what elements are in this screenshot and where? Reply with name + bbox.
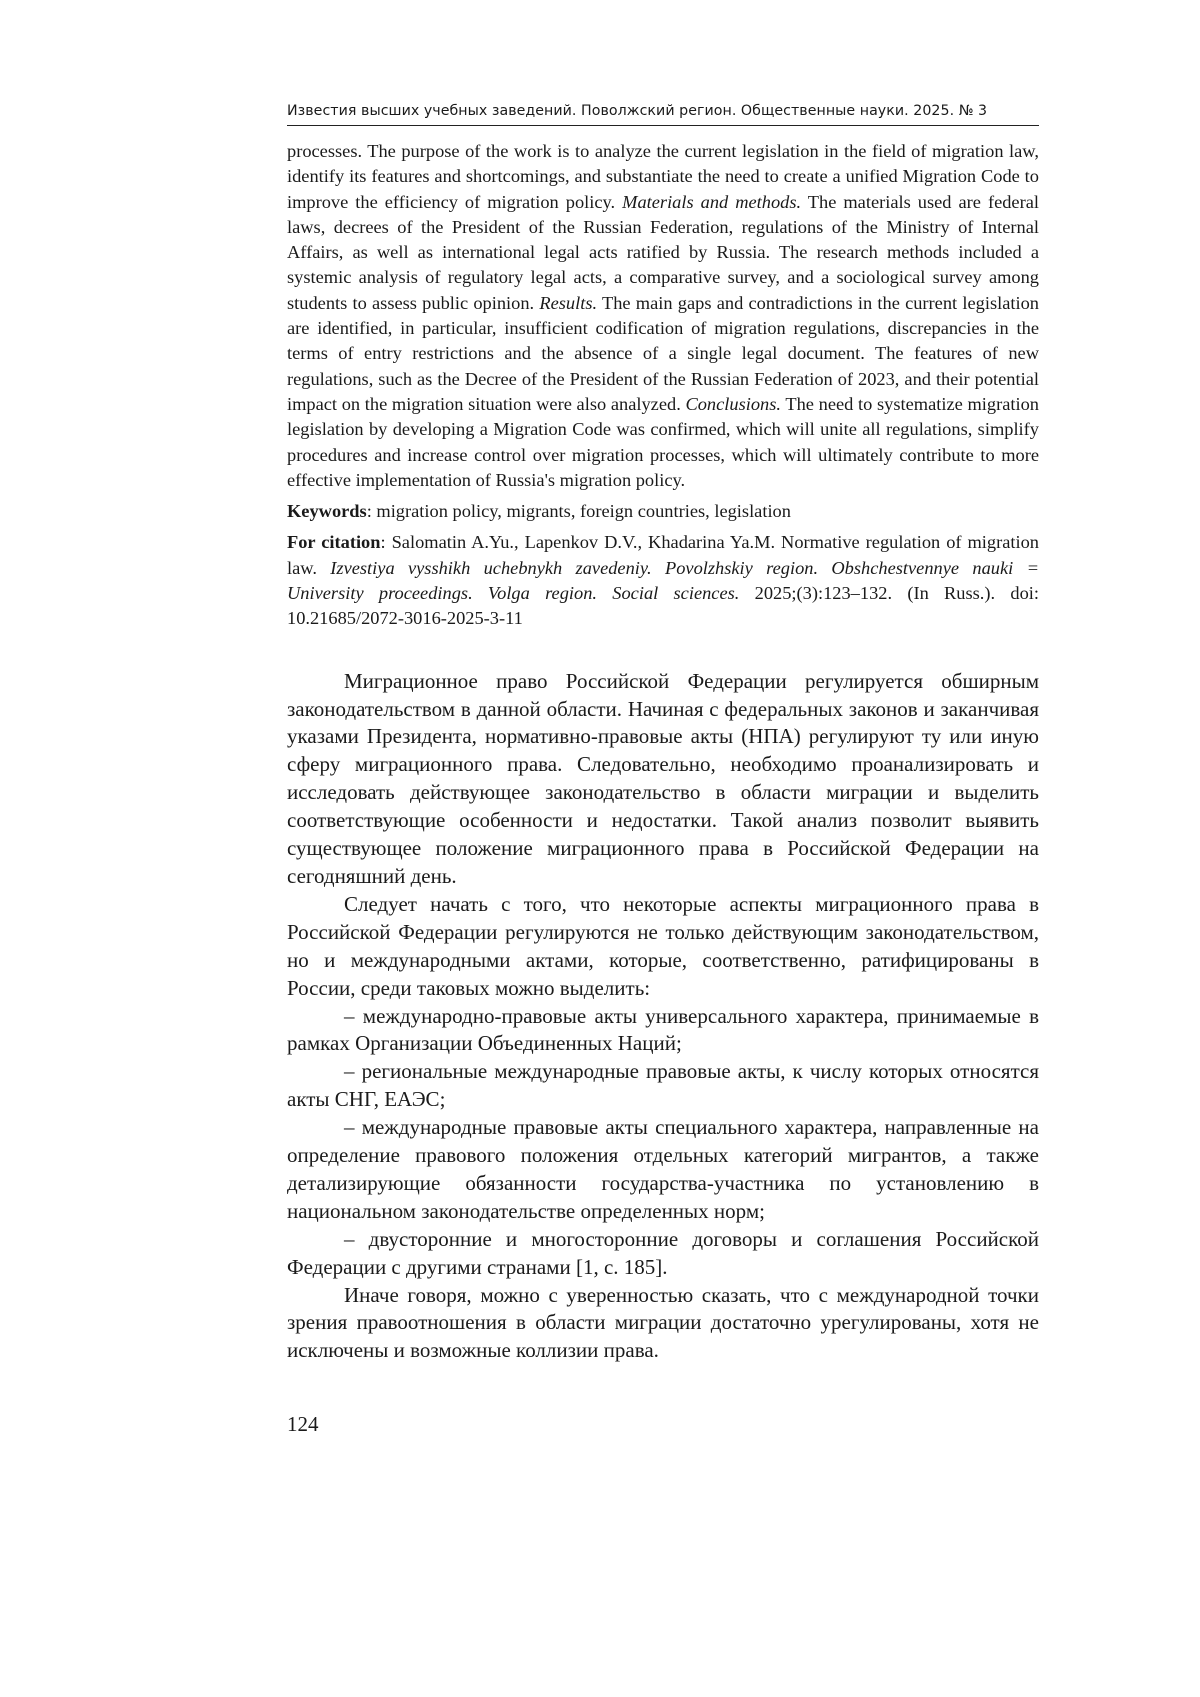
list-item: – международно-правовые акты универсального характера, принимаемые в рамках Организации Объединенных Наций; xyxy=(287,1003,1039,1056)
page-number: 124 xyxy=(287,1412,319,1436)
body-paragraph: Иначе говоря, можно с уверенностью сказать, что с международной точки зрения правоотношения в области миграции достаточно урегулированы, хотя не исключены и возможные коллизии права. xyxy=(287,1282,1039,1363)
abstract-text-3: The main gaps and contradictions in the current legislation are identified, in particular, insufficient codification of migration regulations, discrepancies in the terms of entry restrictions and the absence of a single legal document. The features of new regulations, such as the Decree of the President of the Russian Federation of 2023, and their potential impact on the migration situation were also analyzed. xyxy=(287,292,1039,414)
results-label: Results. xyxy=(539,292,598,313)
citation-authors: : Salomatin A.Yu., Lapenkov D.V., Khadarina Ya.M. Normative regulation of migration law. xyxy=(287,532,1039,578)
list-item: – двусторонние и многосторонние договоры и соглашения Российской Федерации с другими странами [1, с. 185]. xyxy=(287,1226,1039,1279)
abstract-text-4: The need to systematize migration legislation by developing a Migration Code was confirmed, which will unite all regulations, simplify procedures and increase control over migration processes, which will ultimately contribute to more effective implementation of Russia's migration policy. xyxy=(287,393,1039,490)
citation-details: 2025;(3):123–132. (In Russ.). doi: 10.21685/2072-3016-2025-3-11 xyxy=(287,583,1039,629)
abstract-text-1: processes. The purpose of the work is to analyze the current legislation in the field of migration law, identify its features and shortcomings, and substantiate the need to create a unified Migration Code to improve the efficiency of migration policy. xyxy=(287,141,1039,212)
body-text xyxy=(287,668,1039,1366)
body-paragraph: Миграционное право Российской Федерации регулируется обширным законодательством в данной области. Начиная с федеральных законов и заканчивая указами Президента, нормативно-правовые акты (НПА) регулируют ту или иную сферу миграционного права. Следовательно, необходимо проанализировать и исследовать действующее законодательство в области миграции и выделить соответствующие особенности и недостатки. Такой анализ позволит выявить существующее положение миграционного права в Российской Федерации на сегодняшний день. xyxy=(287,668,1039,888)
abstract xyxy=(287,139,1039,493)
keywords-text: : migration policy, migrants, foreign countries, legislation xyxy=(366,501,791,522)
abstract-text-2: The materials used are federal laws, decrees of the President of the Russian Federation, regulations of the Ministry of Internal Affairs, as well as international legal acts ratified by Russia. The research methods included a systemic analysis of regulatory legal acts, a comparative survey, and a sociological survey among students to assess public opinion. xyxy=(287,191,1039,313)
list-item: – международные правовые акты специального характера, направленные на определение правового положения отдельных категорий мигрантов, а также детализирующие обязанности государства-участника по установлению в национальном законодательстве определенных норм; xyxy=(287,1115,1039,1223)
body-paragraph: Следует начать с того, что некоторые аспекты миграционного права в Российской Федерации регулируются не только действующим законодательством, но и международными актами, которые, соответственно, ратифицированы в России, среди таковых можно выделить: xyxy=(287,891,1039,1000)
running-header: Известия высших учебных заведений. Поволжский регион. Общественные науки. 2025. № 3 xyxy=(287,100,1039,126)
materials-label: Materials and methods. xyxy=(622,191,802,212)
list-item: – региональные международные правовые акты, к числу которых относятся акты СНГ, ЕАЭС; xyxy=(287,1059,1039,1112)
citation xyxy=(287,530,1039,631)
page xyxy=(287,100,1039,1365)
conclusions-label: Conclusions. xyxy=(685,393,782,414)
keywords xyxy=(287,499,1039,524)
citation-label: For citation xyxy=(287,532,381,553)
abstract-paragraph xyxy=(287,139,1039,493)
citation-journal: Izvestiya vysshikh uchebnykh zavedeniy. Povolzhskiy region. Obshchestvennye nauki = University proceedings. Volga region. Social sciences. xyxy=(287,557,1039,604)
keywords-label: Keywords xyxy=(287,501,367,522)
